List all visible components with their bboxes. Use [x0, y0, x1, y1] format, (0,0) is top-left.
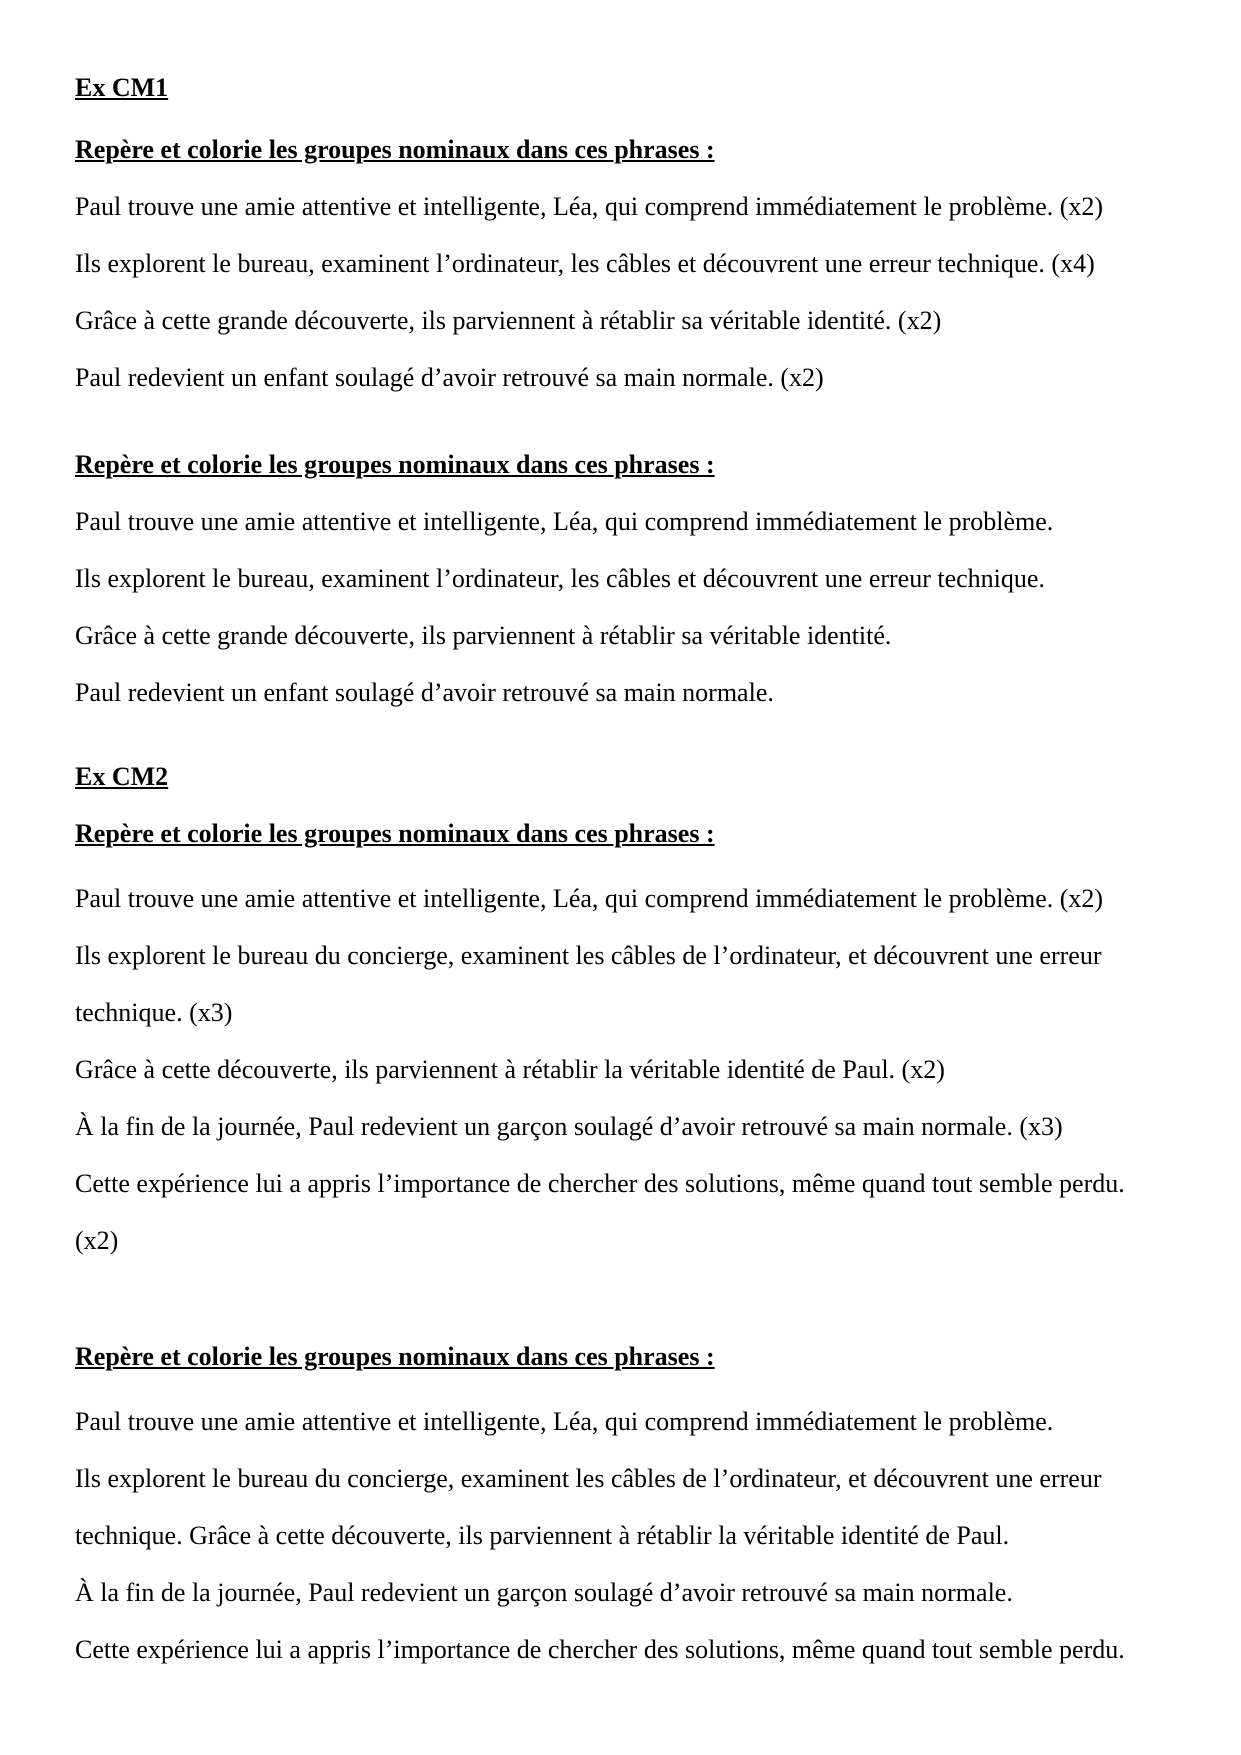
- sentence-paragraph: Paul trouve une amie attentive et intelligente, Léa, qui comprend immédiatement le problème.: [75, 507, 1054, 536]
- sentence-paragraph: Paul trouve une amie attentive et intelligente, Léa, qui comprend immédiatement le problème. (x2): [75, 192, 1104, 221]
- sentence-paragraph: Grâce à cette découverte, ils parviennent à rétablir la véritable identité de Paul. (x2): [75, 1055, 945, 1084]
- sentence-paragraph: Ils explorent le bureau, examinent l’ordinateur, les câbles et découvrent une erreur technique.: [75, 564, 1045, 593]
- sentence-paragraph: Paul trouve une amie attentive et intelligente, Léa, qui comprend immédiatement le problème.: [75, 1407, 1054, 1436]
- sentence-paragraph: Grâce à cette grande découverte, ils parviennent à rétablir sa véritable identité.: [75, 621, 892, 650]
- sentence-paragraph: Ils explorent le bureau du concierge, examinent les câbles de l’ordinateur, et découvrent une erreur technique. Grâce à cette découverte, ils parviennent à rétablir la véritable identité de Paul.: [75, 1464, 1102, 1550]
- sentence-paragraph: Paul redevient un enfant soulagé d’avoir retrouvé sa main normale. (x2): [75, 363, 824, 392]
- sentence-paragraph: Paul redevient un enfant soulagé d’avoir retrouvé sa main normale.: [75, 678, 774, 707]
- sentence-paragraph: À la fin de la journée, Paul redevient un garçon soulagé d’avoir retrouvé sa main normale.: [75, 1578, 1013, 1607]
- section-title-ex-cm1: Ex CM1: [75, 73, 169, 102]
- exercise-instruction: Repère et colorie les groupes nominaux dans ces phrases :: [75, 819, 715, 848]
- sentence-paragraph: Ils explorent le bureau, examinent l’ordinateur, les câbles et découvrent une erreur technique. (x4): [75, 249, 1095, 278]
- section-title-ex-cm2: Ex CM2: [75, 762, 169, 791]
- exercise-instruction: Repère et colorie les groupes nominaux dans ces phrases :: [75, 450, 715, 479]
- sentence-paragraph: Cette expérience lui a appris l’importance de chercher des solutions, même quand tout semble perdu. (x2): [75, 1169, 1125, 1255]
- exercise-instruction: Repère et colorie les groupes nominaux dans ces phrases :: [75, 135, 715, 164]
- sentence-paragraph: Grâce à cette grande découverte, ils parviennent à rétablir sa véritable identité. (x2): [75, 306, 942, 335]
- sentence-paragraph: Ils explorent le bureau du concierge, examinent les câbles de l’ordinateur, et découvrent une erreur technique. (x3): [75, 941, 1102, 1027]
- sentence-paragraph: Paul trouve une amie attentive et intelligente, Léa, qui comprend immédiatement le problème. (x2): [75, 884, 1104, 913]
- sentence-paragraph: Cette expérience lui a appris l’importance de chercher des solutions, même quand tout semble perdu.: [75, 1635, 1125, 1664]
- sentence-paragraph: À la fin de la journée, Paul redevient un garçon soulagé d’avoir retrouvé sa main normale. (x3): [75, 1112, 1063, 1141]
- exercise-instruction: Repère et colorie les groupes nominaux dans ces phrases :: [75, 1342, 715, 1371]
